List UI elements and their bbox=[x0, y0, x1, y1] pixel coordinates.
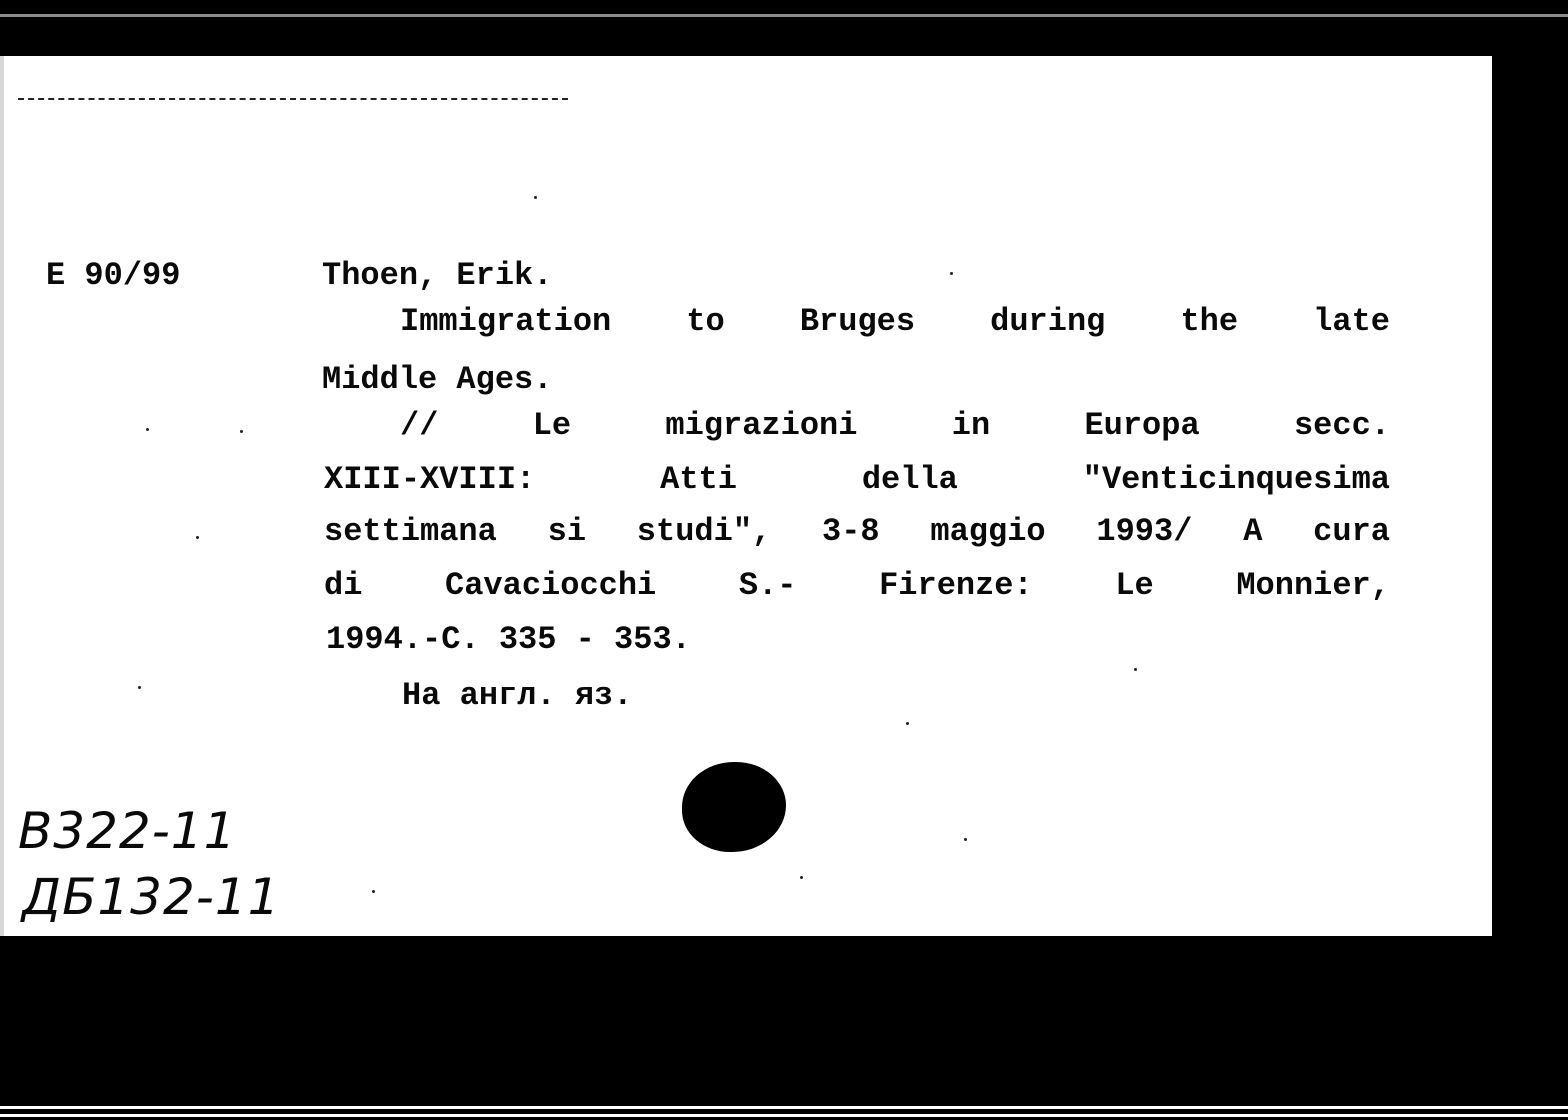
scan-speck bbox=[950, 272, 953, 275]
card-left-edge bbox=[0, 56, 4, 936]
source-word: settimana bbox=[324, 513, 497, 550]
source-word: Le bbox=[532, 407, 572, 444]
card-dashed-rule bbox=[18, 98, 568, 100]
scan-speck bbox=[240, 430, 243, 433]
source-line-2 bbox=[324, 461, 1390, 498]
source-word: 1993/ bbox=[1096, 513, 1193, 550]
source-word: si bbox=[547, 513, 587, 550]
scan-speck bbox=[146, 428, 149, 431]
source-word: Monnier, bbox=[1236, 567, 1390, 604]
source-word: Atti bbox=[660, 461, 737, 498]
source-word: Le bbox=[1115, 567, 1154, 604]
source-word: in bbox=[951, 407, 991, 444]
title-word: to bbox=[686, 303, 725, 340]
source-line-4 bbox=[324, 567, 1390, 604]
author: Thoen, Erik. bbox=[322, 257, 553, 294]
scan-speck bbox=[800, 876, 803, 879]
scan-speck bbox=[534, 196, 537, 199]
title-word: Bruges bbox=[799, 303, 916, 340]
source-word: Cavaciocchi bbox=[445, 567, 657, 604]
source-word: cura bbox=[1313, 513, 1390, 550]
title-word: the bbox=[1180, 303, 1239, 340]
source-word: maggio bbox=[930, 513, 1046, 550]
scan-speck bbox=[196, 536, 199, 539]
language-note: На англ. яз. bbox=[402, 677, 633, 714]
handwritten-code-2: ДБ132-11 bbox=[22, 868, 281, 926]
handwritten-code-1: В322-11 bbox=[18, 802, 237, 860]
source-line-1 bbox=[400, 407, 1390, 444]
title-line-2: Middle Ages. bbox=[322, 361, 553, 398]
source-word: S.- bbox=[738, 567, 797, 604]
scan-speck bbox=[372, 890, 375, 893]
source-word: Firenze: bbox=[879, 567, 1033, 604]
source-word: di bbox=[324, 567, 363, 604]
source-word: migrazioni bbox=[665, 407, 858, 444]
scan-speck bbox=[1134, 668, 1137, 671]
title-word: late bbox=[1313, 303, 1390, 340]
shelfmark: E 90/99 bbox=[46, 257, 181, 294]
scan-speck bbox=[138, 686, 141, 689]
source-word: // bbox=[400, 407, 439, 444]
source-word: 3-8 bbox=[822, 513, 880, 550]
title-word: Immigration bbox=[400, 303, 612, 340]
source-word: A bbox=[1243, 513, 1263, 550]
source-word: della bbox=[861, 461, 958, 498]
source-word: Europa bbox=[1084, 407, 1200, 444]
source-line-3 bbox=[324, 513, 1390, 550]
scan-speck bbox=[964, 838, 967, 841]
title-line-1 bbox=[400, 303, 1390, 340]
scan-bottom-rule bbox=[0, 1106, 1568, 1109]
scan-top-rule bbox=[0, 14, 1568, 17]
scan-speck bbox=[906, 722, 909, 725]
source-line-5: 1994.-C. 335 - 353. bbox=[326, 621, 691, 658]
source-word: "Venticinquesima bbox=[1082, 461, 1390, 498]
source-word: secc. bbox=[1293, 407, 1390, 444]
source-word: XIII-XVIII: bbox=[324, 461, 536, 498]
title-word: during bbox=[990, 303, 1106, 340]
scan-bottom-rule bbox=[0, 1114, 1568, 1117]
source-word: studi", bbox=[636, 513, 772, 550]
